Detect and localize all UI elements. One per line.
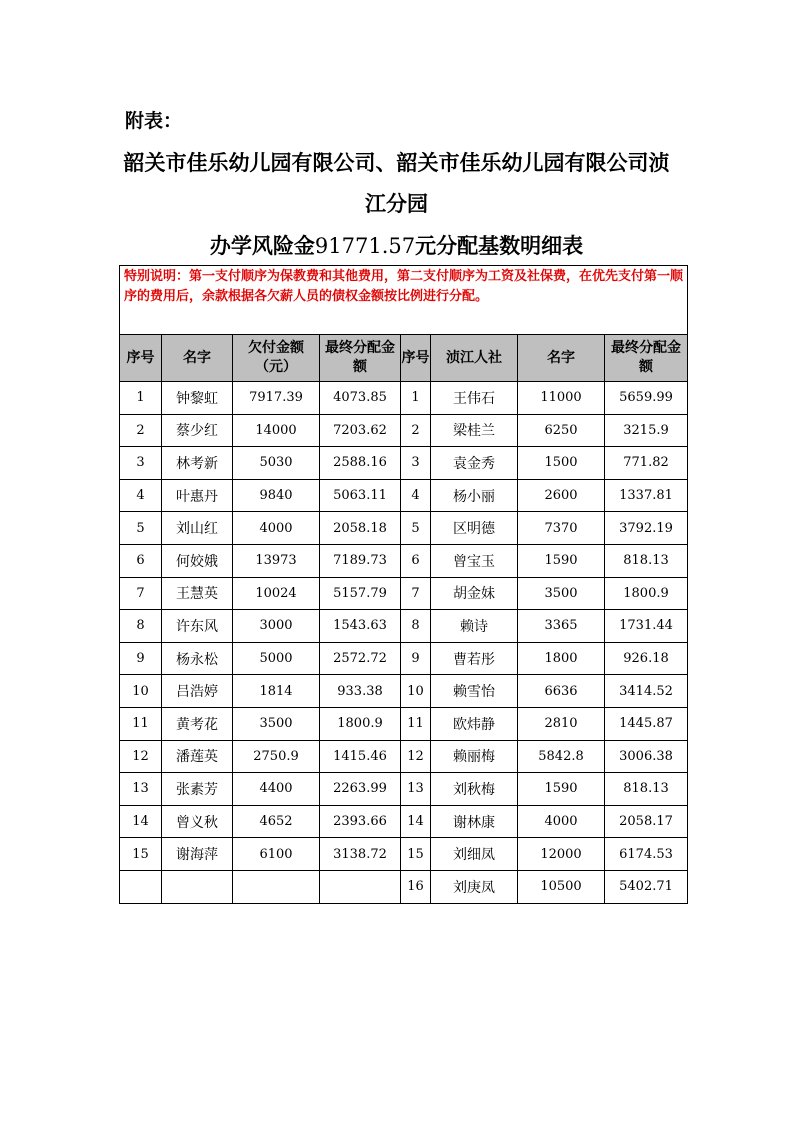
right-seq-cell: 14 (401, 805, 431, 838)
title-line-1: 韶关市佳乐幼儿园有限公司、韶关市佳乐幼儿园有限公司浈 (123, 151, 670, 175)
left-seq-cell: 8 (120, 610, 162, 643)
left-final-cell: 933.38 (320, 675, 401, 708)
left-final-cell: 5157.79 (320, 577, 401, 610)
left-seq-cell: 9 (120, 642, 162, 675)
left-name-cell: 吕浩婷 (162, 675, 233, 708)
left-owed-cell: 6100 (233, 838, 320, 871)
title-line-3 (110, 230, 683, 260)
table-row (120, 544, 688, 577)
right-seq-cell: 11 (401, 707, 431, 740)
right-amount-cell: 10500 (518, 870, 605, 903)
table-row (120, 740, 688, 773)
left-final-cell: 7189.73 (320, 544, 401, 577)
right-final-cell: 2058.17 (605, 805, 688, 838)
right-amount-cell: 12000 (518, 838, 605, 871)
left-seq-cell: 12 (120, 740, 162, 773)
right-name-cell: 梁桂兰 (431, 414, 518, 447)
left-owed-cell: 2750.9 (233, 740, 320, 773)
right-name-cell: 赖诗 (431, 610, 518, 643)
left-final-cell: 2058.18 (320, 512, 401, 545)
table-row (120, 512, 688, 545)
right-final-cell: 3215.9 (605, 414, 688, 447)
right-seq-cell: 5 (401, 512, 431, 545)
attachment-label: 附表： (125, 110, 183, 132)
left-seq-cell: 10 (120, 675, 162, 708)
header-row (120, 335, 688, 382)
table-row (120, 870, 688, 903)
left-final-cell: 2588.16 (320, 447, 401, 480)
distribution-table (119, 265, 688, 904)
left-owed-cell: 1814 (233, 675, 320, 708)
left-seq-cell: 15 (120, 838, 162, 871)
left-final-cell: 7203.62 (320, 414, 401, 447)
left-seq-cell: 13 (120, 773, 162, 806)
right-final-cell: 3792.19 (605, 512, 688, 545)
right-amount-cell: 1500 (518, 447, 605, 480)
right-amount-cell: 3500 (518, 577, 605, 610)
left-final-cell: 3138.72 (320, 838, 401, 871)
left-final-cell: 2393.66 (320, 805, 401, 838)
right-seq-cell: 13 (401, 773, 431, 806)
left-owed-cell: 4400 (233, 773, 320, 806)
title-amount: 91771.57 (314, 234, 416, 258)
left-final-cell: 4073.85 (320, 382, 401, 415)
left-owed-cell: 4000 (233, 512, 320, 545)
table-row (120, 675, 688, 708)
right-name-cell: 刘秋梅 (431, 773, 518, 806)
left-name-cell (162, 870, 233, 903)
title-suffix: 元分配基数明细表 (415, 234, 584, 258)
left-seq-cell: 6 (120, 544, 162, 577)
left-final-cell: 2572.72 (320, 642, 401, 675)
right-amount-cell: 1800 (518, 642, 605, 675)
header-final-left: 最终分配金额 (320, 335, 401, 382)
left-final-cell (320, 870, 401, 903)
right-amount-cell: 3365 (518, 610, 605, 643)
note-row (120, 266, 688, 335)
left-name-cell: 刘山红 (162, 512, 233, 545)
left-owed-cell: 3000 (233, 610, 320, 643)
left-seq-cell: 14 (120, 805, 162, 838)
left-seq-cell: 5 (120, 512, 162, 545)
left-owed-cell (233, 870, 320, 903)
right-amount-cell: 5842.8 (518, 740, 605, 773)
left-seq-cell: 3 (120, 447, 162, 480)
right-name-cell: 胡金妹 (431, 577, 518, 610)
left-name-cell: 张素芳 (162, 773, 233, 806)
right-seq-cell: 15 (401, 838, 431, 871)
right-seq-cell: 3 (401, 447, 431, 480)
left-name-cell: 王慧英 (162, 577, 233, 610)
right-seq-cell: 16 (401, 870, 431, 903)
right-seq-cell: 4 (401, 479, 431, 512)
left-name-cell: 黄考花 (162, 707, 233, 740)
left-owed-cell: 7917.39 (233, 382, 320, 415)
right-seq-cell: 6 (401, 544, 431, 577)
table-row (120, 479, 688, 512)
header-seq-left: 序号 (120, 335, 162, 382)
right-final-cell: 5659.99 (605, 382, 688, 415)
header-owed: 欠付金额（元） (233, 335, 320, 382)
right-final-cell: 818.13 (605, 773, 688, 806)
right-name-cell: 欧炜静 (431, 707, 518, 740)
left-name-cell: 潘莲英 (162, 740, 233, 773)
left-seq-cell (120, 870, 162, 903)
right-name-cell: 区明德 (431, 512, 518, 545)
right-seq-cell: 12 (401, 740, 431, 773)
table-row (120, 707, 688, 740)
left-owed-cell: 10024 (233, 577, 320, 610)
right-seq-cell: 8 (401, 610, 431, 643)
right-seq-cell: 10 (401, 675, 431, 708)
left-final-cell: 1543.63 (320, 610, 401, 643)
right-amount-cell: 6250 (518, 414, 605, 447)
right-seq-cell: 1 (401, 382, 431, 415)
header-name-right: 名字 (518, 335, 605, 382)
title-prefix: 办学风险金 (209, 234, 315, 258)
left-final-cell: 1415.46 (320, 740, 401, 773)
left-name-cell: 钟黎虹 (162, 382, 233, 415)
table-row (120, 838, 688, 871)
left-seq-cell: 2 (120, 414, 162, 447)
left-owed-cell: 9840 (233, 479, 320, 512)
left-name-cell: 叶惠丹 (162, 479, 233, 512)
special-note: 特别说明：第一支付顺序为保教费和其他费用，第二支付顺序为工资及社保费，在优先支付第一顺序的费用后，余款根据各欠薪人员的债权金额按比例进行分配。 (120, 266, 688, 335)
left-name-cell: 蔡少红 (162, 414, 233, 447)
right-final-cell: 771.82 (605, 447, 688, 480)
left-owed-cell: 14000 (233, 414, 320, 447)
right-name-cell: 刘细凤 (431, 838, 518, 871)
right-final-cell: 1337.81 (605, 479, 688, 512)
table-row (120, 773, 688, 806)
right-final-cell: 5402.71 (605, 870, 688, 903)
right-seq-cell: 9 (401, 642, 431, 675)
table-row (120, 447, 688, 480)
right-amount-cell: 11000 (518, 382, 605, 415)
left-seq-cell: 11 (120, 707, 162, 740)
right-amount-cell: 2810 (518, 707, 605, 740)
header-final-right: 最终分配金额 (605, 335, 688, 382)
right-name-cell: 曹若彤 (431, 642, 518, 675)
left-name-cell: 何姣娥 (162, 544, 233, 577)
table-row (120, 805, 688, 838)
right-name-cell: 谢林康 (431, 805, 518, 838)
table-row (120, 642, 688, 675)
right-amount-cell: 1590 (518, 544, 605, 577)
right-name-cell: 曾宝玉 (431, 544, 518, 577)
right-amount-cell: 1590 (518, 773, 605, 806)
left-name-cell: 林考新 (162, 447, 233, 480)
left-seq-cell: 4 (120, 479, 162, 512)
header-social: 浈江人社 (431, 335, 518, 382)
left-final-cell: 5063.11 (320, 479, 401, 512)
left-name-cell: 谢海萍 (162, 838, 233, 871)
table-row (120, 382, 688, 415)
right-name-cell: 杨小丽 (431, 479, 518, 512)
right-name-cell: 刘庚凤 (431, 870, 518, 903)
left-name-cell: 杨永松 (162, 642, 233, 675)
right-name-cell: 赖雪怡 (431, 675, 518, 708)
left-owed-cell: 5000 (233, 642, 320, 675)
header-seq-right: 序号 (401, 335, 431, 382)
right-final-cell: 1731.44 (605, 610, 688, 643)
right-name-cell: 王伟石 (431, 382, 518, 415)
left-owed-cell: 3500 (233, 707, 320, 740)
right-final-cell: 818.13 (605, 544, 688, 577)
right-amount-cell: 4000 (518, 805, 605, 838)
right-amount-cell: 2600 (518, 479, 605, 512)
left-final-cell: 2263.99 (320, 773, 401, 806)
right-final-cell: 3414.52 (605, 675, 688, 708)
left-owed-cell: 4652 (233, 805, 320, 838)
right-name-cell: 赖丽梅 (431, 740, 518, 773)
left-seq-cell: 1 (120, 382, 162, 415)
header-name-left: 名字 (162, 335, 233, 382)
right-name-cell: 袁金秀 (431, 447, 518, 480)
right-final-cell: 3006.38 (605, 740, 688, 773)
right-amount-cell: 7370 (518, 512, 605, 545)
right-final-cell: 926.18 (605, 642, 688, 675)
right-seq-cell: 7 (401, 577, 431, 610)
title-line-2: 江分园 (365, 192, 428, 216)
table-row (120, 610, 688, 643)
left-owed-cell: 5030 (233, 447, 320, 480)
left-name-cell: 许东风 (162, 610, 233, 643)
left-owed-cell: 13973 (233, 544, 320, 577)
right-amount-cell: 6636 (518, 675, 605, 708)
right-final-cell: 1800.9 (605, 577, 688, 610)
table-row (120, 577, 688, 610)
table-row (120, 414, 688, 447)
right-final-cell: 6174.53 (605, 838, 688, 871)
left-seq-cell: 7 (120, 577, 162, 610)
left-final-cell: 1800.9 (320, 707, 401, 740)
left-name-cell: 曾义秋 (162, 805, 233, 838)
right-seq-cell: 2 (401, 414, 431, 447)
right-final-cell: 1445.87 (605, 707, 688, 740)
